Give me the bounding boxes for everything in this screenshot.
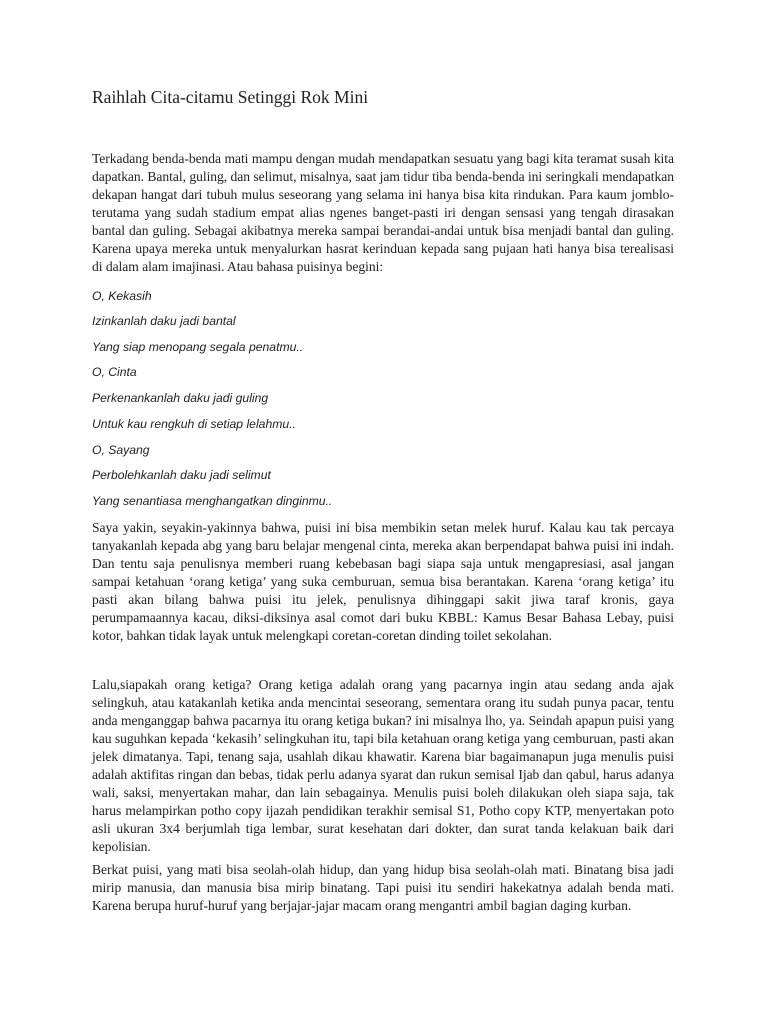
paragraph-4: Berkat puisi, yang mati bisa seolah-olah hidup, dan yang hidup bisa seolah-olah mati. Binatang bisa jadi mirip manusia, dan manusia bisa mirip binatang. Tapi puisi itu sendiri hakekatnya adalah benda mati. Karena berupa huruf-huruf yang berjajar-jajar macam orang mengantri ambil bagian daging kurban. — [92, 862, 674, 913]
poem-line: Yang senantiasa menghangatkan dinginmu.. — [92, 494, 333, 508]
poem-line: O, Kekasih — [92, 289, 152, 303]
document-title: Raihlah Cita-citamu Setinggi Rok Mini — [92, 87, 369, 107]
poem-line: Yang siap menopang segala penatmu.. — [92, 340, 304, 354]
paragraph-1: Terkadang benda-benda mati mampu dengan mudah mendapatkan sesuatu yang bagi kita teramat susah kita dapatkan. Bantal, guling, dan selimut, misalnya, saat jam tidur tiba benda-benda ini seringkali mendapatkan dekapan hangat dari tubuh mulus seseorang yang selama ini hanya bisa kita rindukan. Para kaum jomblo-terutama yang sudah stadium empat alias ngenes banget-pasti iri dengan sensasi yang tengah dirasakan bantal dan guling. Sebagai akibatnya mereka sampai berandai-andai untuk bisa menjadi bantal dan guling. Karena upaya mereka untuk menyalurkan hasrat kerinduan kepada sang pujaan hati hanya bisa terealisasi di dalam alam imajinasi. Atau bahasa puisinya begini: — [92, 151, 674, 274]
poem-line: Perkenankanlah daku jadi guling — [92, 391, 269, 405]
poem-line: Untuk kau rengkuh di setiap lelahmu.. — [92, 417, 296, 431]
paragraph-3: Lalu,siapakah orang ketiga? Orang ketiga adalah orang yang pacarnya ingin atau sedang anda ajak selingkuh, atau katakanlah ketika anda mencintai seseorang, sementara orang itu sudah punya pacar, tentu anda menganggap bahwa pacarnya itu orang ketiga bukan? ini misalnya lho, ya. Seindah apapun puisi yang kau suguhkan kepada ‘kekasih’ selingkuhan itu, tapi bila ketahuan orang ketiga yang cemburuan, pasti akan jelek dimatanya. Tapi, tenang saja, usahlah dikau khawatir. Karena biar bagaimanapun juga menulis puisi adalah aktifitas ringan dan bebas, tidak perlu adanya syarat dan rukun semisal Ijab dan qabul, harus adanya wali, saksi, menyertakan mahar, dan lain sebagainya. Menulis puisi boleh dilakukan oleh siapa saja, tak harus melampirkan potho copy ijazah pendidikan terakhir semisal S1, Potho copy KTP, menyertakan poto asli ukuran 3x4 berjumlah tiga lembar, surat kesehatan dari dokter, dan surat tanda kelakuan baik dari kepolisian. — [92, 677, 674, 854]
poem-line: Izinkanlah daku jadi bantal — [92, 314, 236, 328]
poem-line: O, Sayang — [92, 443, 150, 457]
poem-line: Perbolehkanlah daku jadi selimut — [92, 468, 271, 482]
paragraph-2: Saya yakin, seyakin-yakinnya bahwa, puisi ini bisa membikin setan melek huruf. Kalau kau tak percaya tanyakanlah kepada abg yang baru belajar mengenal cinta, mereka akan berpendapat bahwa puisi ini indah. Dan tentu saja penulisnya memberi ruang kebebasan bagi siapa saja untuk mengapresiasi, asal jangan sampai ketahuan ‘orang ketiga’ yang suka cemburuan, semua bisa berantakan. Karena ‘orang ketiga’ itu pasti akan bilang bahwa puisi itu jelek, penulisnya dihinggapi sakit jiwa taraf kronis, gaya perumpamaannya kacau, diksi-diksinya asal comot dari buku KBBL: Kamus Besar Bahasa Lebay, puisi kotor, bahkan tidak layak untuk melengkapi coretan-coretan dinding toilet sekolahan. — [92, 520, 674, 643]
poem-line: O, Cinta — [92, 365, 137, 379]
